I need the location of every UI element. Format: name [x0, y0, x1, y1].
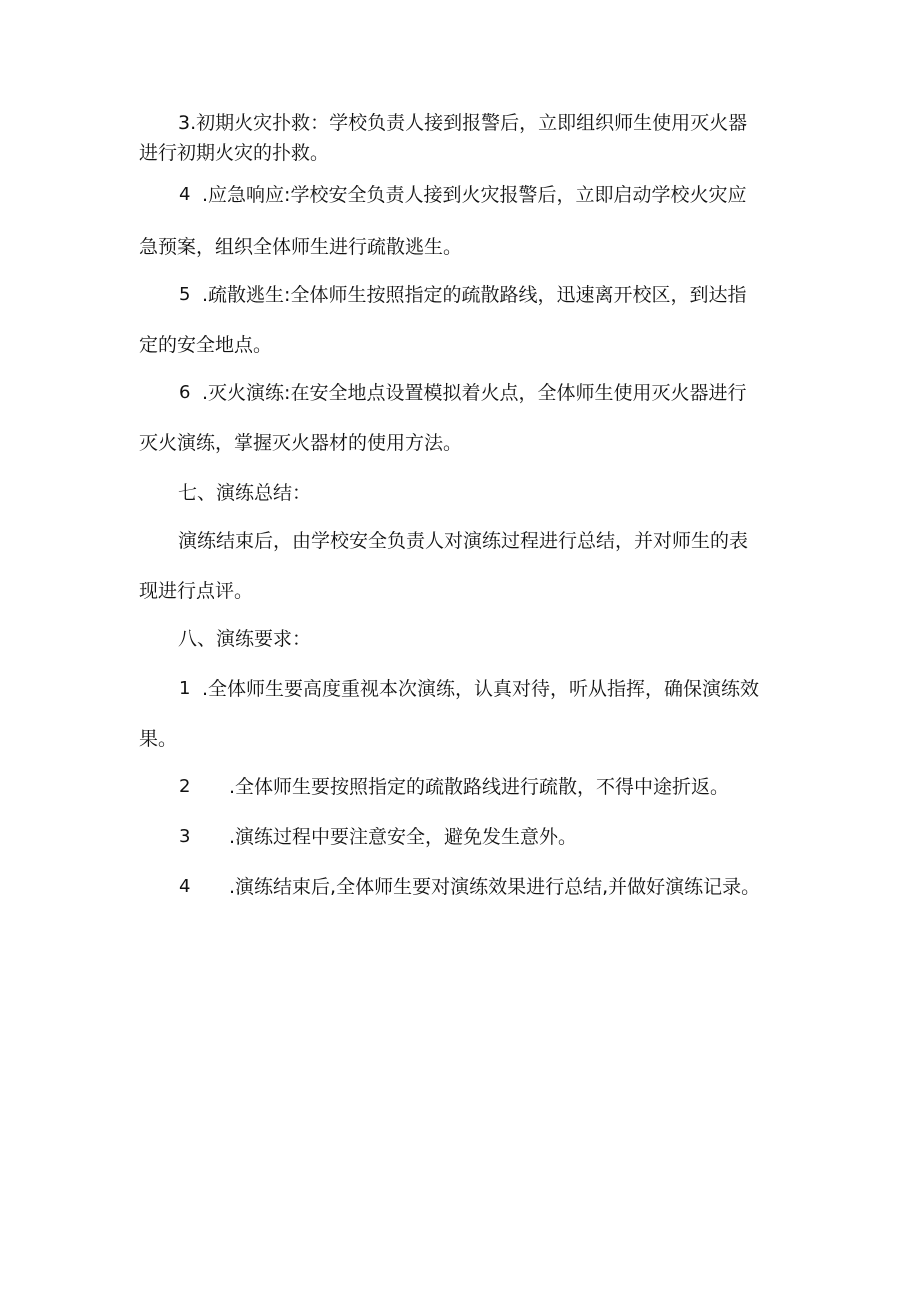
req2-line1: .全体师生要按照指定的疏散路线进行疏散，不得中途折返。 — [229, 776, 730, 798]
item3-line2: 进行初期火灾的扑救。 — [139, 142, 330, 164]
item6-line1: .灭火演练:在安全地点设置模拟着火点，全体师生使用灭火器进行 — [202, 382, 747, 404]
item4-line2: 急预案，组织全体师生进行疏散逃生。 — [139, 236, 463, 258]
item5-line2: 定的安全地点。 — [139, 334, 273, 356]
req3-number: 3 — [179, 826, 191, 847]
item5-line1: .疏散逃生:全体师生按照指定的疏散路线，迅速离开校区，到达指 — [202, 284, 747, 306]
section7-line1: 演练结束后，由学校安全负责人对演练过程进行总结，并对师生的表 — [178, 530, 749, 552]
req4-line1: .演练结束后,全体师生要对演练效果进行总结,并做好演练记录。 — [229, 876, 761, 898]
req1-line1: .全体师生要高度重视本次演练，认真对待，听从指挥，确保演练效 — [202, 678, 760, 700]
section8-heading: 八、演练要求： — [178, 628, 312, 650]
item4-line1: .应急响应:学校安全负责人接到火灾报警后，立即启动学校火灾应 — [202, 184, 747, 206]
req1-number: 1 — [179, 678, 191, 699]
req4-number: 4 — [179, 876, 191, 897]
item5-number: 5 — [179, 284, 191, 305]
req1-line2: 果。 — [139, 728, 178, 750]
section7-heading: 七、演练总结： — [178, 482, 312, 504]
item4-number: 4 — [179, 184, 191, 205]
req2-number: 2 — [179, 776, 191, 797]
item3-line1: 3.初期火灾扑救：学校负责人接到报警后，立即组织师生使用灭火器 — [178, 112, 748, 134]
item6-number: 6 — [179, 382, 191, 403]
item6-line2: 灭火演练，掌握灭火器材的使用方法。 — [139, 432, 463, 454]
section7-line2: 现进行点评。 — [139, 580, 254, 602]
req3-line1: .演练过程中要注意安全，避免发生意外。 — [229, 826, 578, 848]
